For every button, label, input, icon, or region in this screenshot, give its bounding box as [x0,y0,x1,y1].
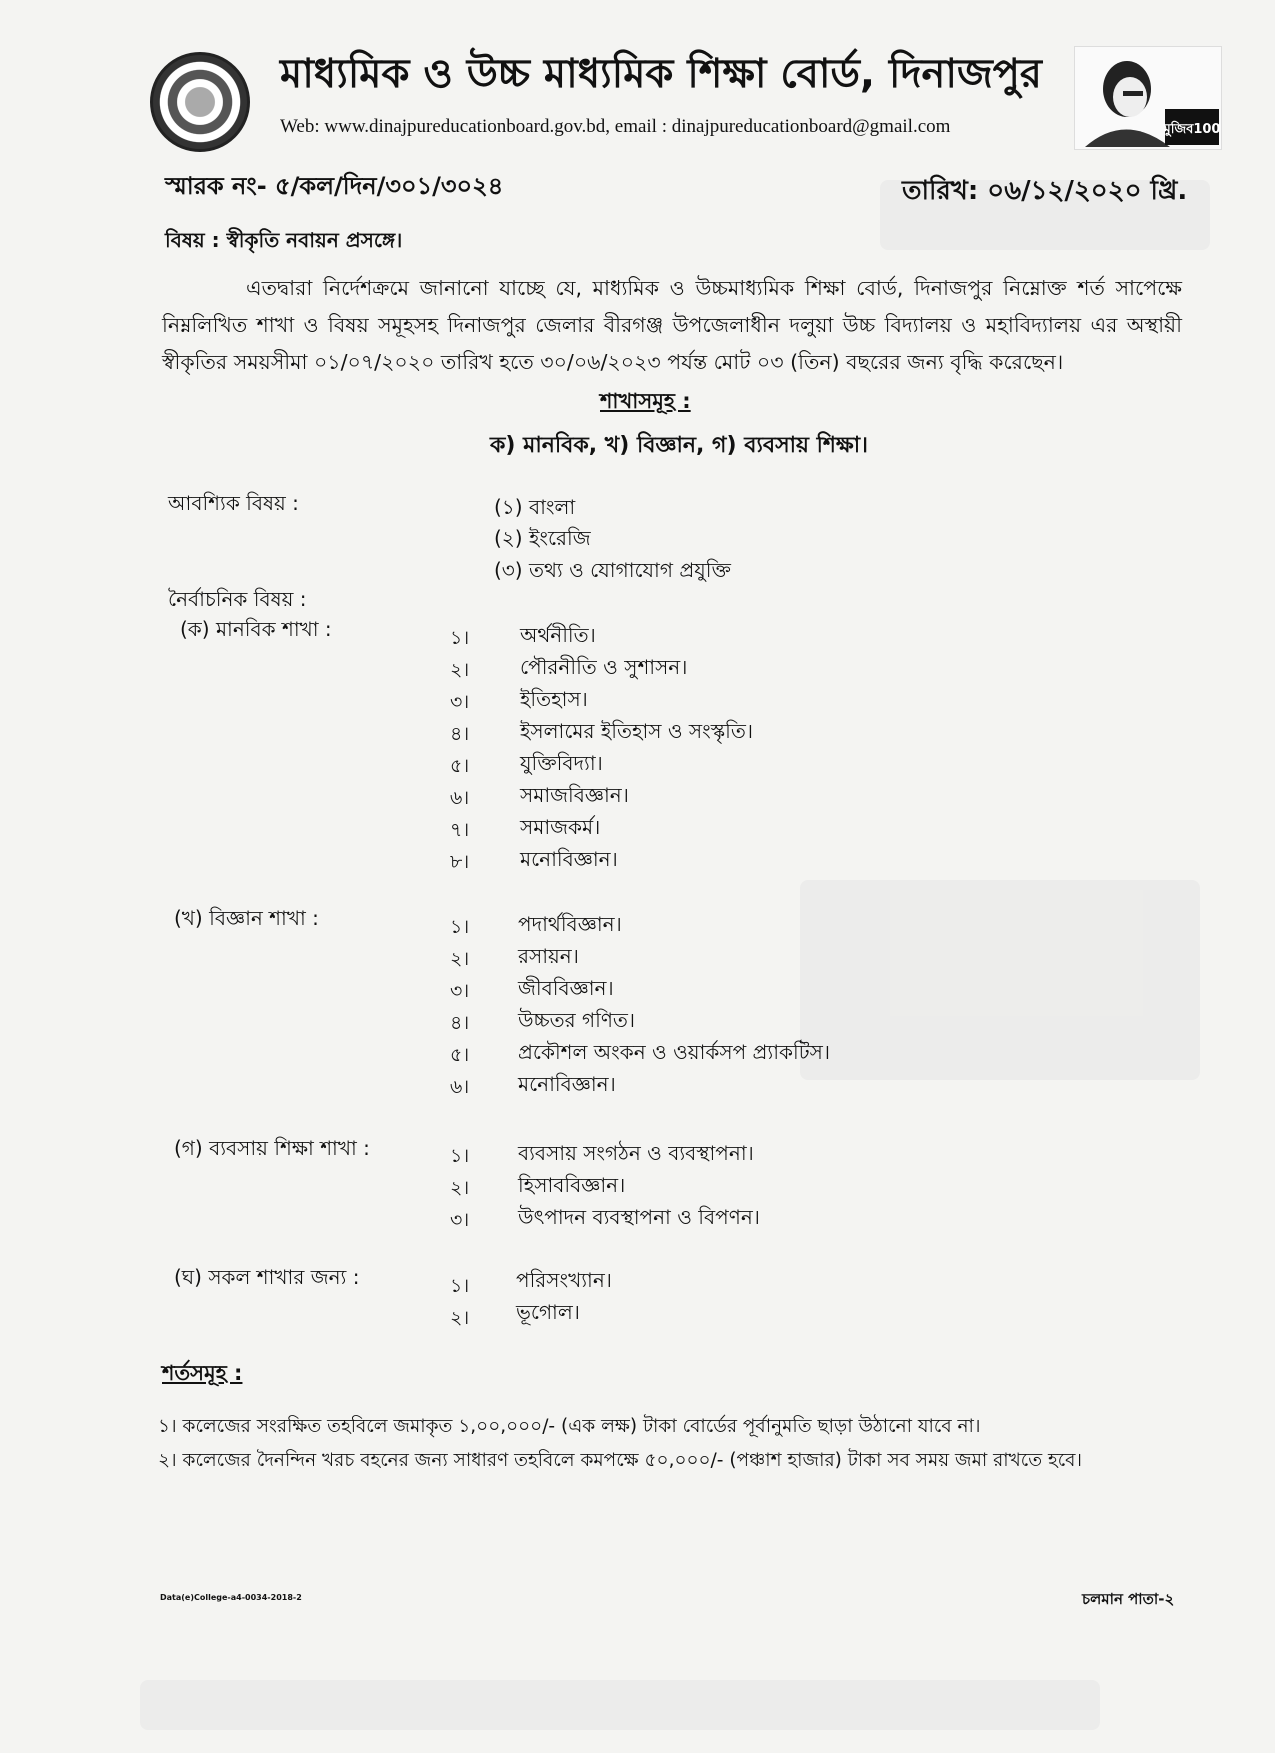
subject-name: হিসাববিজ্ঞান। [518,1173,626,1197]
subject-name: উচ্চতর গণিত। [518,1008,636,1032]
subject-number: ৩। [450,1209,470,1231]
mujib100-badge-text: মুজিব100 [1163,122,1221,137]
branches-list: ক) মানবিক, খ) বিজ্ঞান, গ) ব্যবসায় শিক্ষা। [490,433,868,458]
web-email-line: Web: www.dinajpureducationboard.gov.bd, email : dinajpureducationboard@gmail.com [280,116,951,137]
conditions-heading: শর্তসমূহ : [162,1361,243,1385]
subject-name: সমাজবিজ্ঞান। [520,783,629,807]
subject-number: ২। [450,948,470,970]
subject-name: পৌরনীতি ও সুশাসন। [520,655,688,679]
elective-subjects-label: নৈর্বাচনিক বিষয় : [168,587,307,611]
humanities-branch-label: (ক) মানবিক শাখা : [180,617,332,641]
subject-number: ৪। [450,723,470,745]
board-seal-logo [150,52,250,152]
subject-number: ৪। [450,1012,470,1034]
subject-name: পরিসংখ্যান। [516,1268,612,1292]
board-title: মাধ্যমিক ও উচ্চ মাধ্যমিক শিক্ষা বোর্ড, দিনাজপুর [280,51,1042,97]
subject-number: ৮। [450,851,470,873]
subject-number: ৫। [450,1044,470,1066]
compulsory-subjects-label: আবশ্যিক বিষয় : [168,491,299,515]
subject-number: ১। [450,1145,470,1167]
compulsory-subject: (৩) তথ্য ও যোগাযোগ প্রযুক্তি [494,558,731,582]
subject-name: ব্যবসায় সংগঠন ও ব্যবস্থাপনা। [518,1141,754,1165]
subject-name: উৎপাদন ব্যবস্থাপনা ও বিপণন। [518,1205,760,1229]
subject-number: ৩। [450,691,470,713]
subject-name: ইতিহাস। [520,687,588,711]
subject-number: ৭। [450,819,470,841]
subject-name: পদার্থবিজ্ঞান। [518,912,622,936]
subject-name: প্রকৌশল অংকন ও ওয়ার্কসপ প্র্যাকটিস। [518,1040,831,1064]
science-branch-label: (খ) বিজ্ঞান শাখা : [174,906,319,930]
subject-name: ভূগোল। [516,1300,580,1324]
subject-name: জীববিজ্ঞান। [518,976,614,1000]
all-branches-label: (ঘ) সকল শাখার জন্য : [174,1265,360,1289]
branches-heading: শাখাসমূহ : [600,389,691,413]
subject-number: ১। [450,627,470,649]
subject-name: যুক্তিবিদ্যা। [520,751,603,775]
subject-number: ২। [450,1307,470,1329]
letter-date: তারিখ: ০৬/১২/২০২০ খ্রি. [902,176,1188,206]
compulsory-subject: (২) ইংরেজি [494,526,591,550]
bleed-through-mark [800,880,1200,1080]
subject-number: ১। [450,916,470,938]
file-reference: Data(e)College-a4-0034-2018-2 [160,1593,302,1602]
subject-number: ৬। [450,787,470,809]
subject-number: ৫। [450,755,470,777]
subject-name: অর্থনীতি। [520,623,596,647]
letter-subject: বিষয় : স্বীকৃতি নবায়ন প্রসঙ্গে। [165,228,403,252]
subject-name: মনোবিজ্ঞান। [520,847,618,871]
subject-name: সমাজকর্ম। [520,815,601,839]
body-paragraph-text: এতদ্বারা নির্দেশক্রমে জানানো যাচ্ছে যে, মাধ্যমিক ও উচ্চমাধ্যমিক শিক্ষা বোর্ড, দিনাজপুর নিম্নোক্ত শর্ত সাপেক্ষে নিম্নলিখিত শাখা ও বিষয় সমূহসহ দিনাজপুর জেলার বীরগঞ্জ উপজেলাধীন দলুয়া উচ্চ বিদ্যালয় ও মহাবিদ্যালয় এর অস্থায়ী স্বীকৃতির সময়সীমা ০১/০৭/২০২০ তারিখ হতে ৩০/০৬/২০২৩ পর্যন্ত মোট ০৩ (তিন) বছরের জন্য বৃদ্ধি করেছেন। [162,276,1182,374]
subject-name: ইসলামের ইতিহাস ও সংস্কৃতি। [520,719,754,743]
bleed-through-mark [140,1680,1100,1730]
subject-number: ১। [450,1275,470,1297]
subject-number: ৬। [450,1076,470,1098]
condition-item: ১। কলেজের সংরক্ষিত তহবিলে জমাকৃত ১,০০,০০০/- (এক লক্ষ) টাকা বোর্ডের পূর্বানুমতি ছাড়া উঠানো যাবে না। [158,1416,981,1437]
subject-name: মনোবিজ্ঞান। [518,1072,616,1096]
memo-number: স্মারক নং- ৫/কল/দিন/৩০১/৩০২৪ [165,172,504,200]
subject-number: ২। [450,659,470,681]
subject-name: রসায়ন। [518,944,579,968]
body-paragraph [162,270,1182,381]
subject-number: ২। [450,1177,470,1199]
continued-page-note: চলমান পাতা-২ [1082,1590,1175,1608]
business-branch-label: (গ) ব্যবসায় শিক্ষা শাখা : [174,1136,370,1160]
mujib100-portrait-logo [1074,46,1222,150]
compulsory-subject: (১) বাংলা [494,495,576,519]
condition-item: ২। কলেজের দৈনন্দিন খরচ বহনের জন্য সাধারণ তহবিলে কমপক্ষে ৫০,০০০/- (পঞ্চাশ হাজার) টাকা সব সময় জমা রাখতে হবে। [158,1450,1083,1471]
subject-number: ৩। [450,980,470,1002]
